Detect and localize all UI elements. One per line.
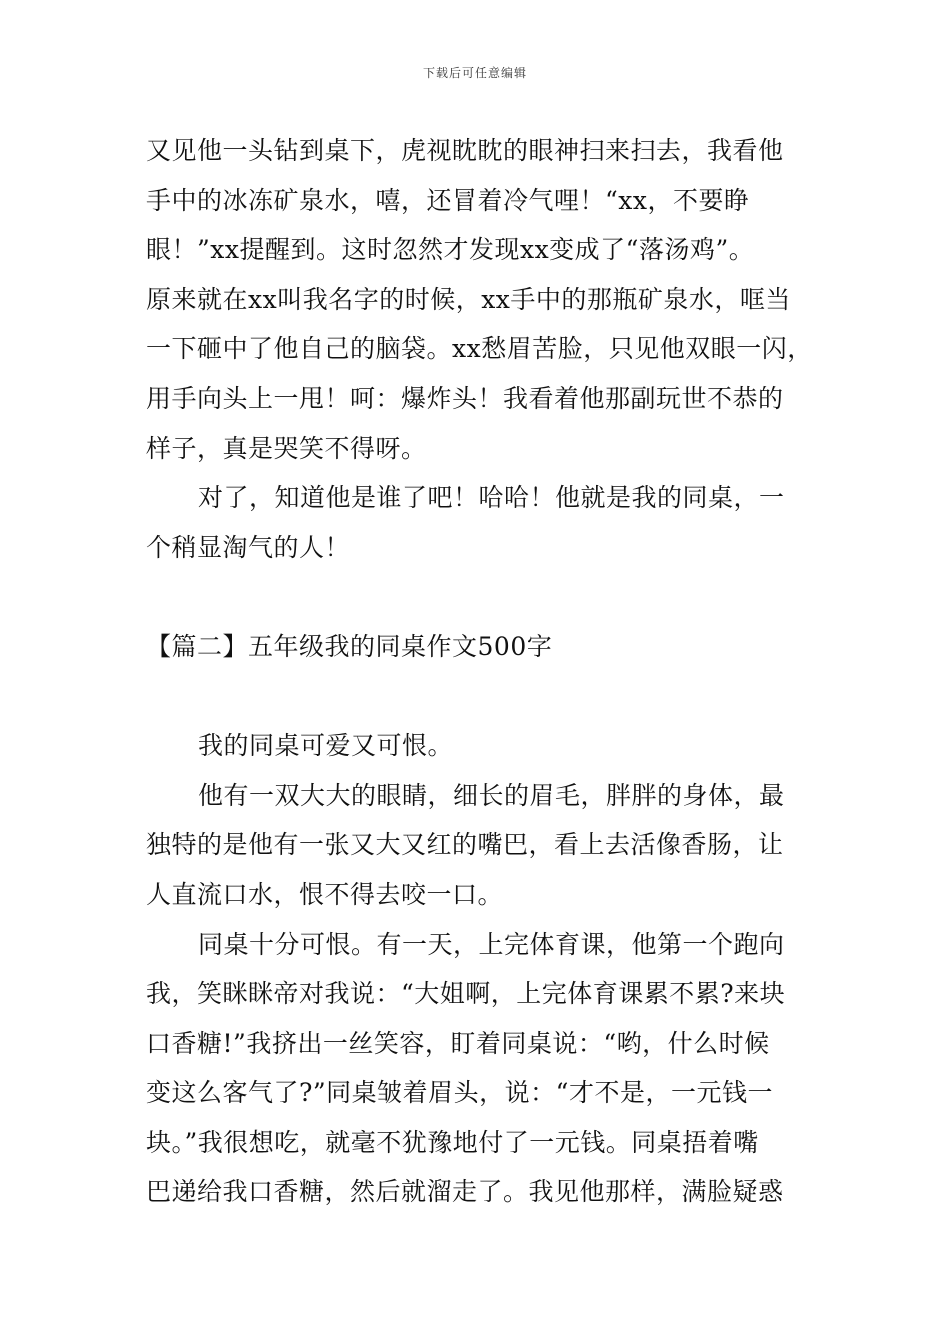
text-line: 口香糖!”我挤出一丝笑容，盯着同桌说：“哟，什么时候 [146, 1028, 770, 1058]
document-body [146, 126, 813, 1217]
section-heading [146, 622, 810, 672]
paragraph [146, 721, 810, 771]
text-line: 块。”我很想吃，就毫不犹豫地付了一元钱。同桌捂着嘴 [146, 1127, 759, 1157]
paragraph [146, 126, 813, 473]
text-line: 我，笑眯眯帝对我说：“大姐啊，上完体育课累不累?来块 [146, 979, 786, 1009]
text-line: 样子，真是哭笑不得呀。 [146, 433, 427, 463]
text-line: 人直流口水，恨不得去咬一口。 [146, 879, 504, 909]
text-line: 对了，知道他是谁了吧！哈哈！他就是我的同桌，一 [198, 483, 785, 513]
text-line: 他有一双大大的眼睛，细长的眉毛，胖胖的身体，最 [198, 780, 785, 810]
page-header-note: 下载后可任意编辑 [422, 66, 527, 80]
text-line: 原来就在xx叫我名字的时候，xx手中的那瓶矿泉水，哐当 [146, 284, 791, 314]
text-line: 眼！”xx提醒到。这时忽然才发现xx变成了“落汤鸡”。 [146, 235, 755, 265]
text-line: 一下砸中了他自己的脑袋。xx愁眉苦脸，只见他双眼一闪， [146, 334, 813, 364]
text-line: 用手向头上一甩！呵：爆炸头！我看着他那副玩世不恭的 [146, 383, 784, 413]
paragraph [146, 473, 810, 572]
text-line: 手中的冰冻矿泉水，嘻，还冒着冷气哩！“xx，不要睁 [146, 185, 750, 215]
text-line: 又见他一头钻到桌下，虎视眈眈的眼神扫来扫去，我看他 [146, 136, 784, 165]
text-line: 我的同桌可爱又可恨。 [198, 731, 454, 761]
text-line: 个稍显淘气的人！ [146, 532, 351, 562]
paragraph [146, 771, 810, 920]
paragraph-spacer [146, 572, 810, 622]
paragraph-spacer [146, 672, 810, 722]
text-line: 【篇二】五年级我的同桌作文500字 [146, 631, 553, 661]
text-line: 同桌十分可恨。有一天，上完体育课，他第一个跑向 [198, 929, 785, 959]
text-line: 变这么客气了?”同桌皱着眉头，说：“才不是，一元钱一 [146, 1078, 773, 1108]
paragraph [146, 920, 810, 1218]
text-line: 独特的是他有一张又大又红的嘴巴，看上去活像香肠，让 [146, 830, 784, 860]
text-line: 巴递给我口香糖，然后就溜走了。我见他那样，满脸疑惑 [146, 1177, 784, 1207]
